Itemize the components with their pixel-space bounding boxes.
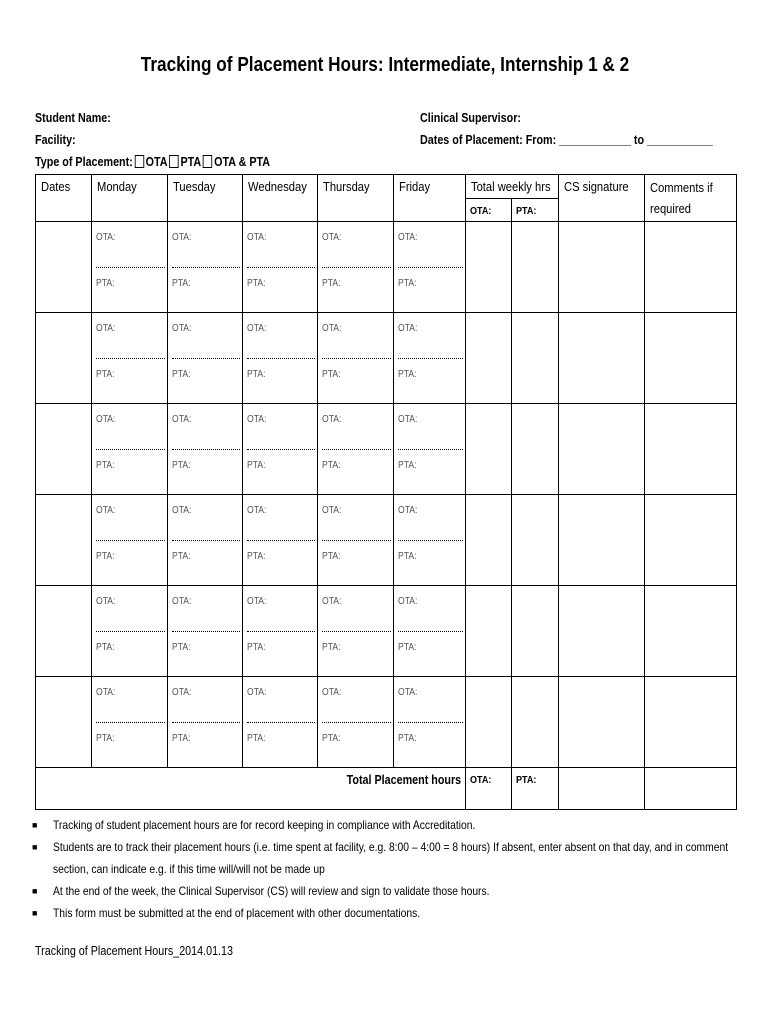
cell-ota-label: OTA: bbox=[247, 414, 267, 425]
cell-ota-label: OTA: bbox=[247, 232, 267, 243]
cell-divider bbox=[96, 631, 165, 632]
cell-pta-label: PTA: bbox=[172, 551, 191, 562]
cell-ota-label: OTA: bbox=[172, 687, 192, 698]
day-hours-cell[interactable] bbox=[394, 495, 466, 586]
weekly-ota-cell[interactable] bbox=[466, 404, 512, 495]
total-ota-cell[interactable]: OTA: bbox=[466, 768, 512, 810]
cell-divider bbox=[247, 722, 315, 723]
day-hours-cell[interactable] bbox=[243, 495, 318, 586]
cell-ota-label: OTA: bbox=[247, 687, 267, 698]
weekly-ota-cell[interactable] bbox=[466, 495, 512, 586]
day-hours-cell[interactable] bbox=[243, 404, 318, 495]
cell-pta-label: PTA: bbox=[398, 733, 417, 744]
cell-ota-label: OTA: bbox=[322, 414, 342, 425]
day-hours-cell[interactable] bbox=[318, 404, 394, 495]
cell-ota-label: OTA: bbox=[96, 596, 116, 607]
cell-pta-label: PTA: bbox=[322, 460, 341, 471]
total-placement-hours-label: Total Placement hours bbox=[36, 768, 466, 810]
total-pta-cell[interactable]: PTA: bbox=[512, 768, 559, 810]
option-pta-label: PTA bbox=[180, 155, 202, 169]
cell-pta-label: PTA: bbox=[398, 642, 417, 653]
cs-signature-cell[interactable] bbox=[559, 404, 645, 495]
date-cell[interactable] bbox=[36, 586, 92, 677]
subheader-ota: OTA: bbox=[466, 199, 512, 222]
cell-ota-label: OTA: bbox=[398, 596, 418, 607]
checkbox-ota[interactable] bbox=[134, 155, 143, 168]
subheader-pta: PTA: bbox=[512, 199, 559, 222]
cell-ota-label: OTA: bbox=[172, 596, 192, 607]
cell-pta-label: PTA: bbox=[172, 278, 191, 289]
cell-ota-label: OTA: bbox=[247, 596, 267, 607]
facility-label: Facility: bbox=[35, 133, 76, 147]
day-hours-cell[interactable] bbox=[168, 677, 243, 768]
cell-ota-label: OTA: bbox=[398, 414, 418, 425]
cell-pta-label: PTA: bbox=[398, 551, 417, 562]
option-ota-pta-label: OTA & PTA bbox=[214, 155, 271, 169]
cell-pta-label: PTA: bbox=[322, 642, 341, 653]
cell-divider bbox=[96, 722, 165, 723]
cell-pta-label: PTA: bbox=[172, 642, 191, 653]
cell-pta-label: PTA: bbox=[247, 278, 266, 289]
day-hours-cell[interactable] bbox=[318, 586, 394, 677]
day-hours-cell[interactable] bbox=[394, 222, 466, 313]
day-hours-cell[interactable] bbox=[168, 404, 243, 495]
footer-text: Tracking of Placement Hours_2014.01.13 bbox=[35, 944, 234, 958]
day-hours-cell[interactable] bbox=[394, 677, 466, 768]
day-hours-cell[interactable] bbox=[92, 313, 168, 404]
date-cell[interactable] bbox=[36, 677, 92, 768]
day-hours-cell[interactable] bbox=[168, 222, 243, 313]
day-hours-cell[interactable] bbox=[318, 313, 394, 404]
note-item: ■ At the end of the week, the Clinical Supervisor (CS) will review and sign to validate those hours. bbox=[32, 884, 490, 898]
comments-cell[interactable] bbox=[645, 495, 737, 586]
cs-signature-cell[interactable] bbox=[559, 586, 645, 677]
day-hours-cell[interactable] bbox=[168, 313, 243, 404]
day-hours-cell[interactable] bbox=[168, 586, 243, 677]
day-hours-cell[interactable] bbox=[394, 404, 466, 495]
student-name-label: Student Name: bbox=[35, 111, 111, 125]
cell-divider bbox=[172, 722, 240, 723]
notes-list bbox=[32, 814, 732, 924]
header-cs-signature: CS signature bbox=[559, 175, 645, 222]
day-hours-cell[interactable] bbox=[243, 313, 318, 404]
cell-ota-label: OTA: bbox=[172, 323, 192, 334]
cell-divider bbox=[172, 631, 240, 632]
dates-of-placement-label: Dates of Placement: From: ____________ to ___________ bbox=[420, 133, 713, 147]
cell-divider bbox=[322, 722, 391, 723]
cell-divider bbox=[398, 267, 463, 268]
cell-divider bbox=[322, 267, 391, 268]
header-wednesday: Wednesday bbox=[243, 175, 318, 222]
cs-signature-cell[interactable] bbox=[559, 495, 645, 586]
weekly-ota-cell[interactable] bbox=[466, 222, 512, 313]
comments-cell[interactable] bbox=[645, 313, 737, 404]
cell-divider bbox=[172, 540, 240, 541]
option-ota-label: OTA bbox=[145, 155, 168, 169]
cell-ota-label: OTA: bbox=[322, 687, 342, 698]
header-tuesday: Tuesday bbox=[168, 175, 243, 222]
cell-ota-label: OTA: bbox=[96, 232, 116, 243]
note-item: ■ Students are to track their placement hours (i.e. time spent at facility, e.g. 8:00 – 4:00 = 8 hours) If absent, enter absent on that day, and in comment section, can indicate e.g. if this time will/will not be made up bbox=[32, 840, 729, 876]
total-row bbox=[36, 768, 737, 810]
checkbox-pta[interactable] bbox=[169, 155, 178, 168]
comments-cell[interactable] bbox=[645, 404, 737, 495]
cell-ota-label: OTA: bbox=[172, 232, 192, 243]
day-hours-cell[interactable] bbox=[394, 313, 466, 404]
cell-divider bbox=[398, 449, 463, 450]
cell-pta-label: PTA: bbox=[172, 733, 191, 744]
cell-pta-label: PTA: bbox=[247, 733, 266, 744]
cs-signature-cell[interactable] bbox=[559, 222, 645, 313]
weekly-pta-cell[interactable] bbox=[512, 586, 559, 677]
cell-divider bbox=[322, 540, 391, 541]
cell-divider bbox=[247, 449, 315, 450]
day-hours-cell[interactable] bbox=[92, 404, 168, 495]
day-hours-cell[interactable] bbox=[318, 495, 394, 586]
note-item: ■ Tracking of student placement hours are for record keeping in compliance with Accreditation. bbox=[32, 818, 476, 832]
cell-pta-label: PTA: bbox=[96, 733, 115, 744]
cell-ota-label: OTA: bbox=[398, 323, 418, 334]
cell-ota-label: OTA: bbox=[247, 505, 267, 516]
checkbox-ota-pta[interactable] bbox=[203, 155, 212, 168]
cell-divider bbox=[398, 358, 463, 359]
date-cell[interactable] bbox=[36, 404, 92, 495]
cell-divider bbox=[398, 631, 463, 632]
cell-pta-label: PTA: bbox=[96, 369, 115, 380]
page-title: Tracking of Placement Hours: Intermediate, Internship 1 & 2 bbox=[140, 54, 630, 76]
day-hours-cell[interactable] bbox=[243, 586, 318, 677]
weekly-pta-cell[interactable] bbox=[512, 677, 559, 768]
week-row bbox=[36, 677, 737, 768]
cell-pta-label: PTA: bbox=[322, 278, 341, 289]
cell-divider bbox=[96, 267, 165, 268]
week-row bbox=[36, 586, 737, 677]
type-of-placement-row bbox=[35, 155, 270, 169]
date-cell[interactable] bbox=[36, 313, 92, 404]
day-hours-cell[interactable] bbox=[92, 495, 168, 586]
day-hours-cell[interactable] bbox=[168, 495, 243, 586]
cell-divider bbox=[398, 722, 463, 723]
cell-pta-label: PTA: bbox=[96, 460, 115, 471]
week-row bbox=[36, 222, 737, 313]
cell-ota-label: OTA: bbox=[96, 414, 116, 425]
cell-ota-label: OTA: bbox=[322, 505, 342, 516]
cell-divider bbox=[247, 358, 315, 359]
cell-divider bbox=[398, 540, 463, 541]
cell-ota-label: OTA: bbox=[247, 323, 267, 334]
day-hours-cell[interactable] bbox=[318, 677, 394, 768]
weekly-ota-cell[interactable] bbox=[466, 677, 512, 768]
cell-divider bbox=[247, 540, 315, 541]
cell-pta-label: PTA: bbox=[247, 642, 266, 653]
cell-pta-label: PTA: bbox=[322, 369, 341, 380]
cell-pta-label: PTA: bbox=[247, 460, 266, 471]
cell-pta-label: PTA: bbox=[398, 369, 417, 380]
total-cs-signature-cell[interactable] bbox=[559, 768, 645, 810]
cell-divider bbox=[322, 358, 391, 359]
cell-pta-label: PTA: bbox=[398, 278, 417, 289]
day-hours-cell[interactable] bbox=[243, 222, 318, 313]
header-friday: Friday bbox=[394, 175, 466, 222]
cs-signature-cell[interactable] bbox=[559, 313, 645, 404]
cell-divider bbox=[96, 449, 165, 450]
type-of-placement-label: Type of Placement: bbox=[35, 155, 133, 169]
cell-divider bbox=[96, 358, 165, 359]
clinical-supervisor-label: Clinical Supervisor: bbox=[420, 111, 521, 125]
header-total-weekly: Total weekly hrs bbox=[466, 175, 559, 199]
date-cell[interactable] bbox=[36, 495, 92, 586]
cell-pta-label: PTA: bbox=[96, 278, 115, 289]
week-row bbox=[36, 404, 737, 495]
cell-ota-label: OTA: bbox=[398, 687, 418, 698]
week-row bbox=[36, 313, 737, 404]
note-item: ■ This form must be submitted at the end of placement with other documentations. bbox=[32, 906, 421, 920]
cell-pta-label: PTA: bbox=[172, 460, 191, 471]
cell-ota-label: OTA: bbox=[96, 323, 116, 334]
cell-divider bbox=[172, 449, 240, 450]
weekly-ota-cell[interactable] bbox=[466, 586, 512, 677]
day-hours-cell[interactable] bbox=[243, 677, 318, 768]
cell-pta-label: PTA: bbox=[96, 642, 115, 653]
cell-divider bbox=[172, 358, 240, 359]
comments-cell[interactable] bbox=[645, 586, 737, 677]
cell-ota-label: OTA: bbox=[96, 687, 116, 698]
cell-pta-label: PTA: bbox=[398, 460, 417, 471]
cell-ota-label: OTA: bbox=[398, 505, 418, 516]
weekly-pta-cell[interactable] bbox=[512, 222, 559, 313]
cell-ota-label: OTA: bbox=[172, 505, 192, 516]
header-monday: Monday bbox=[92, 175, 168, 222]
weekly-ota-cell[interactable] bbox=[466, 313, 512, 404]
cell-pta-label: PTA: bbox=[96, 551, 115, 562]
cell-divider bbox=[322, 631, 391, 632]
total-comments-cell[interactable] bbox=[645, 768, 737, 810]
cell-ota-label: OTA: bbox=[172, 414, 192, 425]
day-hours-cell[interactable] bbox=[318, 222, 394, 313]
day-hours-cell[interactable] bbox=[92, 677, 168, 768]
week-row bbox=[36, 495, 737, 586]
day-hours-cell[interactable] bbox=[394, 586, 466, 677]
cell-ota-label: OTA: bbox=[96, 505, 116, 516]
cell-divider bbox=[96, 540, 165, 541]
comments-cell[interactable] bbox=[645, 677, 737, 768]
cs-signature-cell[interactable] bbox=[559, 677, 645, 768]
header-comments: Comments if required bbox=[645, 175, 737, 222]
cell-pta-label: PTA: bbox=[322, 551, 341, 562]
cell-pta-label: PTA: bbox=[247, 369, 266, 380]
weekly-pta-cell[interactable] bbox=[512, 404, 559, 495]
day-hours-cell[interactable] bbox=[92, 586, 168, 677]
cell-pta-label: PTA: bbox=[247, 551, 266, 562]
cell-ota-label: OTA: bbox=[398, 232, 418, 243]
cell-divider bbox=[172, 267, 240, 268]
header-dates: Dates bbox=[36, 175, 92, 222]
date-cell[interactable] bbox=[36, 222, 92, 313]
cell-ota-label: OTA: bbox=[322, 596, 342, 607]
cell-divider bbox=[247, 631, 315, 632]
cell-divider bbox=[247, 267, 315, 268]
weekly-pta-cell[interactable] bbox=[512, 495, 559, 586]
weekly-pta-cell[interactable] bbox=[512, 313, 559, 404]
header-thursday: Thursday bbox=[318, 175, 394, 222]
cell-ota-label: OTA: bbox=[322, 323, 342, 334]
hours-table bbox=[35, 174, 737, 810]
cell-ota-label: OTA: bbox=[322, 232, 342, 243]
cell-pta-label: PTA: bbox=[322, 733, 341, 744]
comments-cell[interactable] bbox=[645, 222, 737, 313]
day-hours-cell[interactable] bbox=[92, 222, 168, 313]
cell-pta-label: PTA: bbox=[172, 369, 191, 380]
cell-divider bbox=[322, 449, 391, 450]
